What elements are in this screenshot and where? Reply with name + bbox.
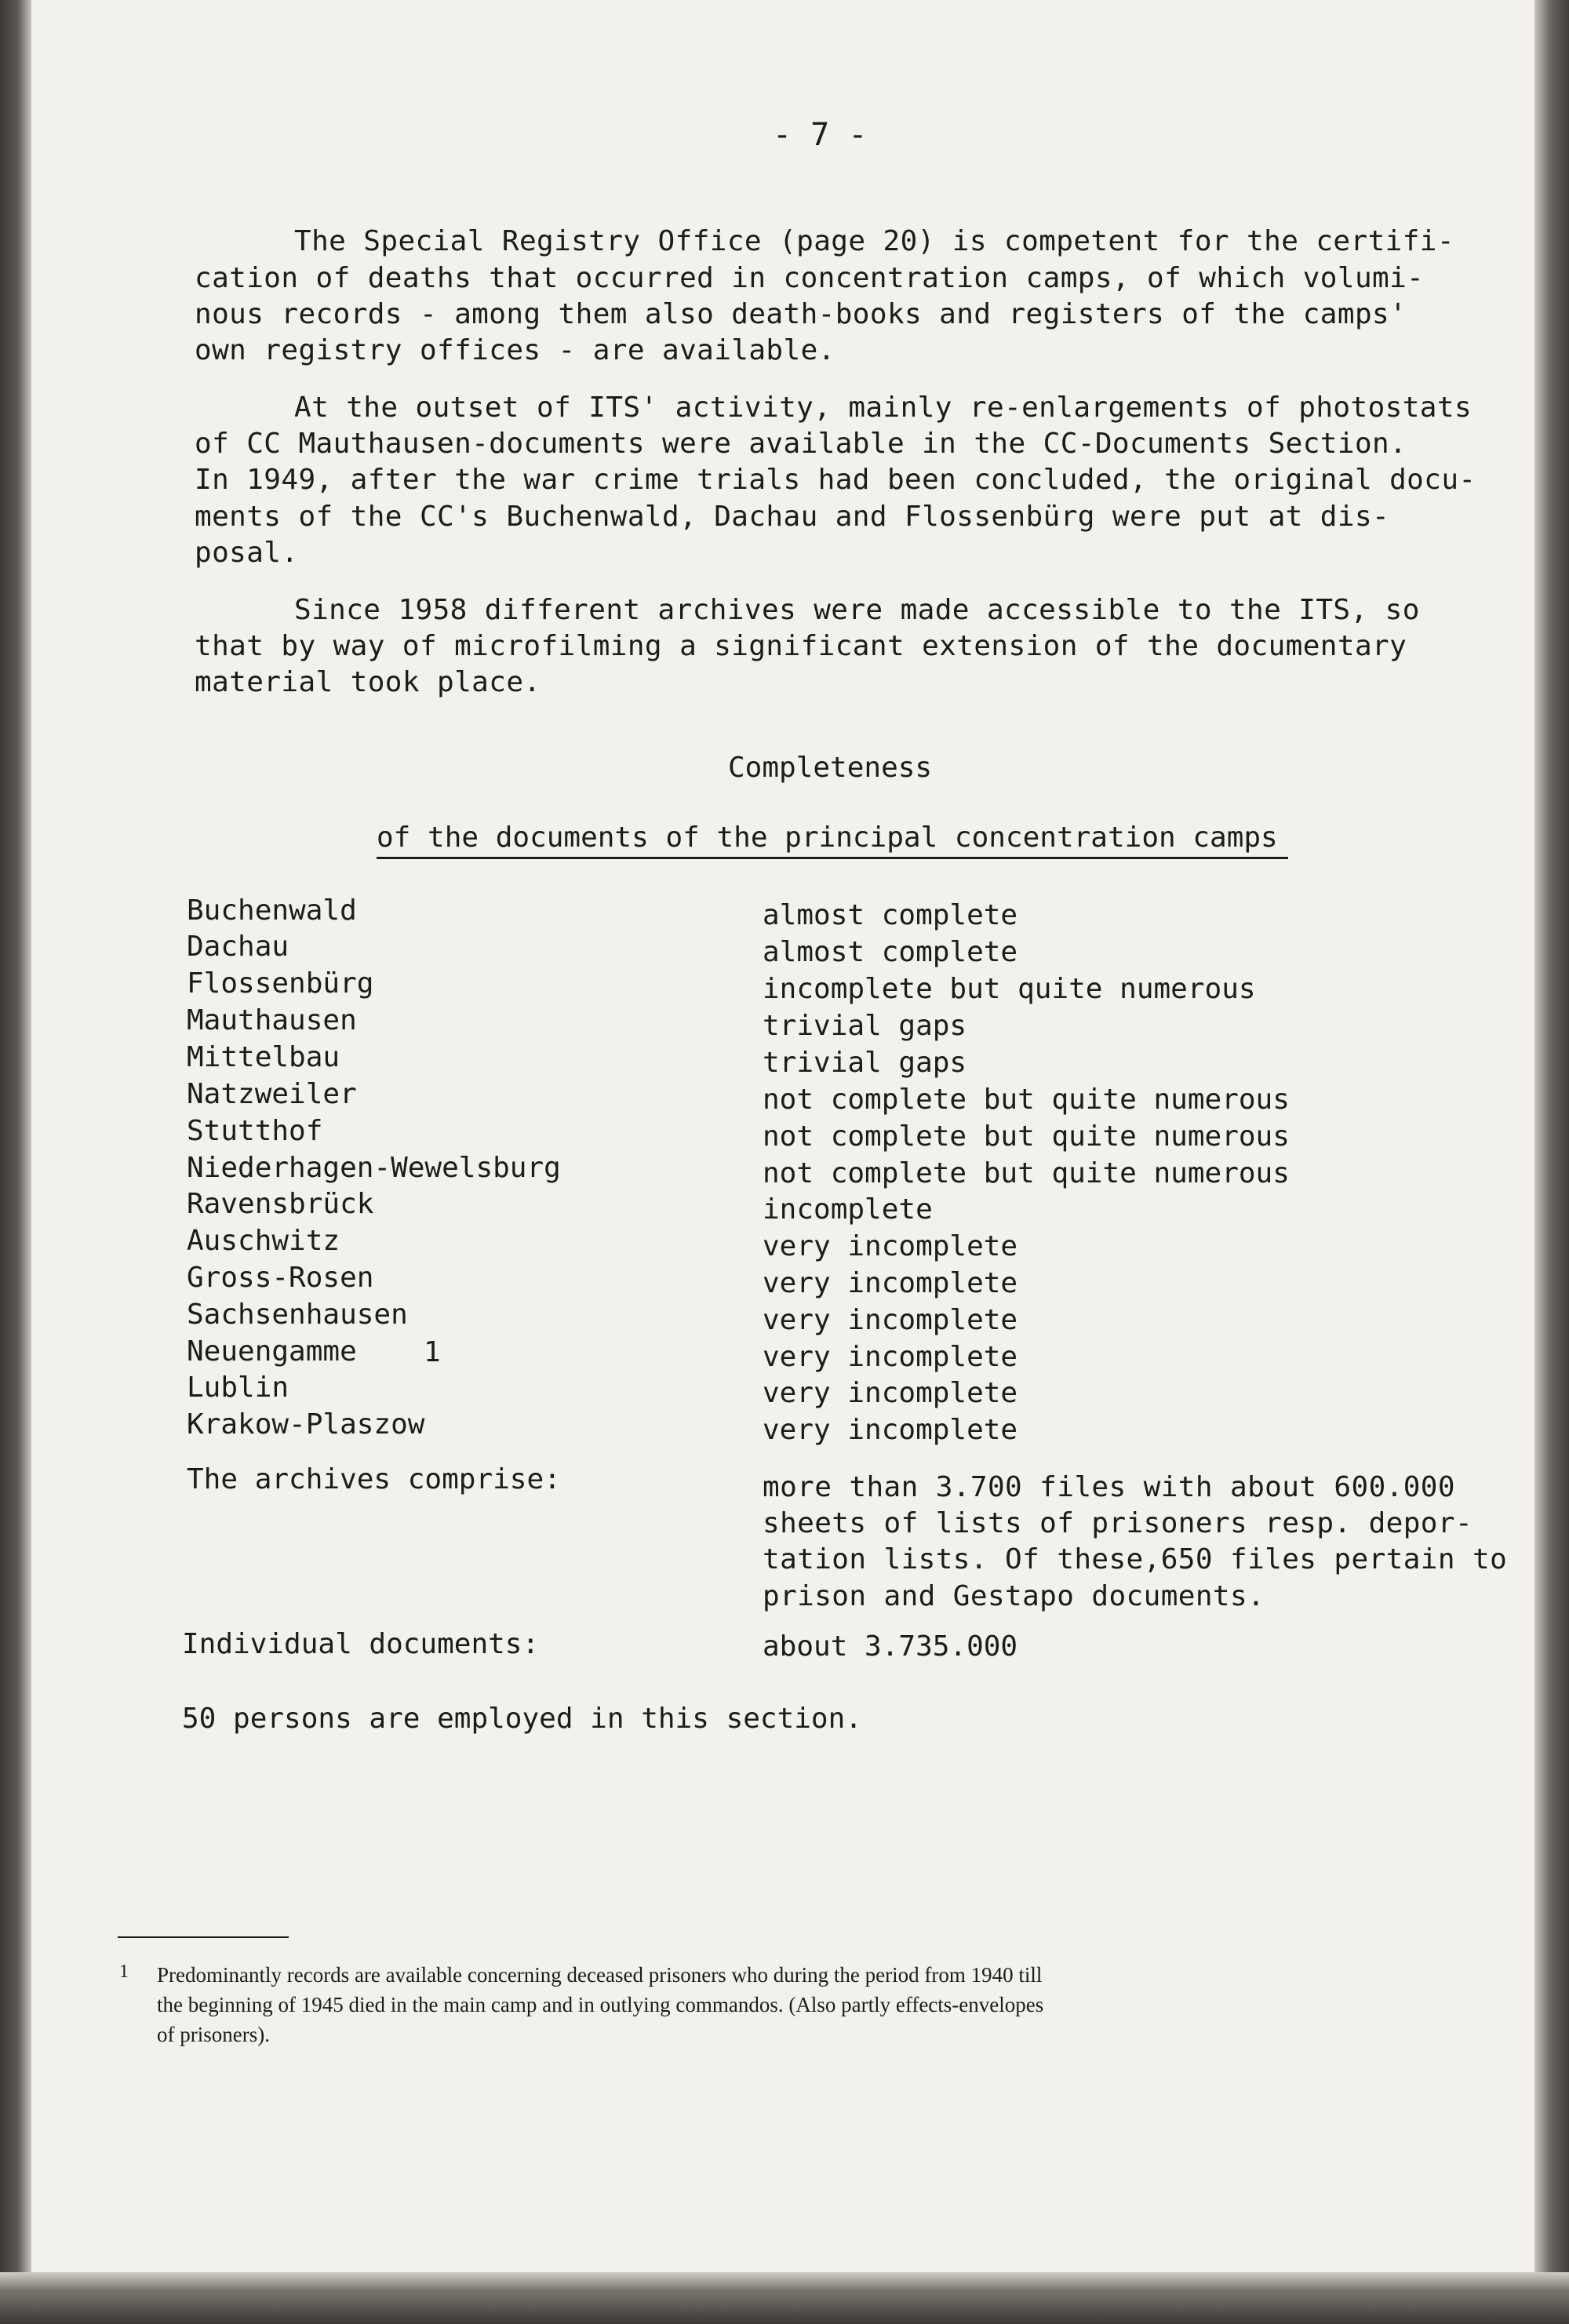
section-heading: Completeness [728,752,933,784]
individual-value: about 3.735.000 [763,1630,1018,1663]
staff-line: 50 persons are employed in this section. [182,1703,862,1735]
subheading-underline [377,857,1288,859]
camp-name: Gross-Rosen [187,1262,374,1294]
camp-name: Mauthausen [187,1004,357,1036]
camp-name: Flossenbürg [187,967,374,1000]
camp-status: very incomplete [763,1304,1018,1336]
camp-status: trivial gaps [763,1047,967,1079]
archives-line: more than 3.700 files with about 600.000 [763,1471,1455,1503]
camp-status: almost complete [763,936,1018,968]
camp-status: very incomplete [763,1377,1018,1409]
camp-status: almost complete [763,899,1018,931]
camp-name: Ravensbrück [187,1188,374,1220]
page-edge-bottom [0,2272,1569,2324]
camp-status: not complete but quite numerous [763,1084,1290,1116]
paragraph-line: The Special Registry Office (page 20) is competent for the certifi- [294,225,1454,257]
footnote-line: Predominantly records are available concerning deceased prisoners who during the period from 1940 till [157,1963,1043,1987]
section-subheading: of the documents of the principal concentration camps [377,821,1278,854]
camp-name: Stutthof [187,1115,323,1147]
archives-label: The archives comprise: [187,1463,561,1495]
camp-status: very incomplete [763,1267,1018,1299]
camp-status: very incomplete [763,1341,1018,1373]
paragraph-line: own registry offices - are available. [195,334,835,366]
binding-edge [0,0,31,2324]
individual-label: Individual documents: [182,1628,540,1660]
camp-status: incomplete but quite numerous [763,973,1256,1005]
camp-status: not complete but quite numerous [763,1157,1290,1189]
camp-name: Mittelbau [187,1041,340,1073]
paragraph-line: nous records - among them also death-books and registers of the camps' [195,298,1407,330]
camp-name: Sachsenhausen [187,1299,408,1331]
paragraph-line: of CC Mauthausen-documents were available in the CC-Documents Section. [195,428,1407,460]
paragraph-line: material took place. [195,666,541,698]
footnote-mark: 1 [424,1336,441,1368]
paragraph-line: posal. [195,537,299,569]
paragraph-line: ments of the CC's Buchenwald, Dachau and Flossenbürg were put at dis- [195,501,1390,533]
footnote-rule [118,1936,289,1938]
camp-name: Natzweiler [187,1078,357,1110]
camp-name: Krakow-Plaszow [187,1408,425,1441]
camp-status: trivial gaps [763,1010,967,1042]
page-number: - 7 - [773,117,868,153]
archives-line: prison and Gestapo documents. [763,1580,1265,1612]
camp-name: Buchenwald [187,894,357,927]
archives-line: sheets of lists of prisoners resp. depor- [763,1507,1473,1539]
paragraph-line: that by way of microfilming a significant extension of the documentary [195,630,1407,662]
archives-line: tation lists. Of these,650 files pertain to [763,1543,1508,1575]
paragraph-line: In 1949, after the war crime trials had been concluded, the original docu- [195,464,1476,496]
camp-status: incomplete [763,1193,933,1226]
footnote-line: of prisoners). [157,2023,270,2046]
paragraph-line: Since 1958 different archives were made accessible to the ITS, so [294,594,1420,626]
camp-name: Niederhagen-Wewelsburg [187,1152,561,1184]
camp-name: Neuengamme [187,1335,357,1368]
camp-status: very incomplete [763,1230,1018,1262]
paragraph-line: cation of deaths that occurred in concentration camps, of which volumi- [195,262,1425,294]
page-edge-right [1534,0,1569,2324]
camp-status: not complete but quite numerous [763,1120,1290,1153]
camp-status: very incomplete [763,1414,1018,1446]
camp-name: Lublin [187,1371,289,1404]
camp-name: Dachau [187,931,289,963]
camp-name: Auschwitz [187,1225,340,1257]
footnote-number: 1 [119,1962,129,1982]
footnote-line: the beginning of 1945 died in the main camp and in outlying commandos. (Also partly effects-envelopes [157,1993,1044,2016]
paragraph-line: At the outset of ITS' activity, mainly re-enlargements of photostats [294,392,1473,424]
